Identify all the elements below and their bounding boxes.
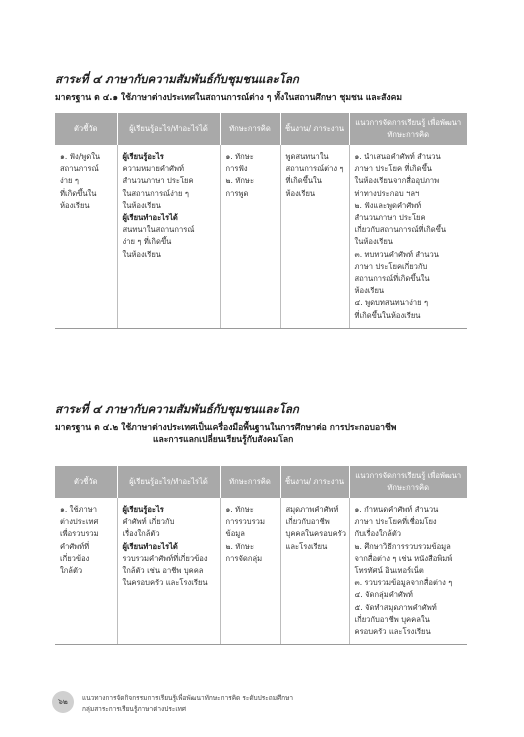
cell-line: สมุดภาพคำศัพท์ [285, 505, 339, 514]
cell-line: ท่าทางประกอบ ฯลฯ [354, 188, 420, 198]
table-row [55, 498, 467, 645]
cell-line: ในห้องเรียน [122, 200, 161, 210]
cell-line: ในห้องเรียนจากสื่ออุปภาพ [354, 176, 440, 186]
page-number: ๖๒ [52, 691, 74, 713]
cell-subheading: ผู้เรียนทำอะไรได้ [122, 213, 178, 223]
cell-line: ภาษา ประโยคเกี่ยวกับ [354, 261, 428, 271]
table-row [55, 145, 467, 328]
header-learner-outcome: ผู้เรียนรู้อะไร/ทำอะไรได้ [117, 466, 220, 498]
cell-line: ๔. จัดกลุ่มคำศัพท์ [354, 590, 413, 600]
header-indicator: ตัวชี้วัด [55, 113, 117, 145]
footer-book-title: แนวทางการจัดกิจกรรมการเรียนรู้เพื่อพัฒนาทักษะการคิด ระดับประถมศึกษา [82, 694, 293, 702]
cell-line: การจัดกลุ่ม [225, 553, 263, 563]
cell-line: ความหมายคำศัพท์ [122, 164, 185, 174]
cell-indicator [55, 498, 117, 645]
cell-line: เกี่ยวข้อง [60, 553, 90, 563]
cell-line: ห้องเรียน [60, 200, 90, 210]
standard-line: มาตรฐาน ต ๔.๒ ใช้ภาษาต่างประเทศเป็นเครื่องมือพื้นฐานในการศึกษาต่อ การประกอบอาชีพ [55, 423, 397, 433]
cell-line: ๔. พูดบทสนทนาง่าย ๆ [354, 298, 429, 308]
cell-line: เกี่ยวกับอาชีพ บุคคลใน [354, 614, 430, 624]
cell-learner-outcome [117, 145, 220, 328]
cell-line: ที่เกิดขึ้นในห้องเรียน [354, 310, 421, 320]
cell-line: ๑. ทักษะ [225, 505, 254, 514]
cell-thinking-skill [220, 145, 280, 328]
header-indicator: ตัวชี้วัด [55, 466, 117, 498]
cell-line: สถานการณ์ต่าง ๆ [285, 164, 344, 174]
standard-heading: มาตรฐาน ต ๔.๑ ใช้ภาษาต่างประเทศในสถานการณ์ต่าง ๆ ทั้งในสถานศึกษา ชุมชน และสังคม [55, 93, 402, 103]
header-teaching-approach: แนวการจัดการเรียนรู้ เพื่อพัฒนาทักษะการคิด [349, 113, 467, 145]
cell-line: ข้อมูล [225, 529, 245, 539]
cell-line: ๒. ทักษะ [225, 541, 255, 551]
cell-line: คำศัพท์ที่ [60, 541, 90, 551]
cell-line: สถานการณ์ที่เกิดขึ้นใน [354, 274, 430, 284]
cell-learner-outcome [117, 498, 220, 645]
header-thinking-skill: ทักษะการคิด [220, 466, 280, 498]
section-title: สาระที่ ๔ ภาษากับความสัมพันธ์กับชุมชนและโลก [55, 72, 299, 86]
cell-line: เกี่ยวกับสถานการณ์ที่เกิดขึ้น [354, 225, 447, 235]
cell-line: จากสื่อต่าง ๆ เช่น หนังสือพิมพ์ [354, 553, 453, 563]
cell-line: ในครอบครัว และโรงเรียน [122, 578, 208, 588]
cell-subheading: ผู้เรียนทำอะไรได้ [122, 541, 178, 551]
cell-line: ใกล้ตัว [60, 566, 83, 576]
cell-line: ๑. ทักษะ [225, 152, 254, 161]
cell-line: พูดสนทนาใน [285, 152, 329, 161]
cell-line: ที่เกิดขึ้นใน [285, 176, 322, 186]
cell-line: ห้องเรียน [285, 188, 316, 198]
section-title: สาระที่ ๔ ภาษากับความสัมพันธ์กับชุมชนและโลก [55, 402, 299, 416]
cell-line: ๓. รวบรวมข้อมูลจากสื่อต่าง ๆ [354, 578, 453, 588]
header-workpiece: ชิ้นงาน/ ภาระงาน [280, 466, 349, 498]
cell-line: ๑. นำเสนอคำศัพท์ สำนวน [354, 152, 441, 161]
cell-subheading: ผู้เรียนรู้อะไร [122, 505, 164, 514]
cell-line: ๑. ฟัง/พูดใน [60, 152, 101, 161]
cell-line: คำศัพท์ เกี่ยวกับ [122, 517, 175, 527]
cell-line: ๑. กำหนดคำศัพท์ สำนวน [354, 505, 439, 514]
cell-line: สถานการณ์ [60, 164, 99, 174]
cell-thinking-skill [220, 498, 280, 645]
cell-line: ในสถานการณ์ง่าย ๆ [122, 188, 189, 198]
cell-line: สำนวนภาษา ประโยค [122, 176, 194, 186]
cell-line: สำนวนภาษา ประโยค [354, 213, 426, 223]
cell-line: ในห้องเรียน [354, 237, 393, 247]
cell-line: ๒. ฟังและพูดคำศัพท์ [354, 200, 422, 210]
cell-line: สนทนาในสถานการณ์ [122, 225, 195, 235]
cell-line: ต่างประเทศ [60, 517, 99, 527]
cell-teaching-approach [349, 145, 467, 328]
footer-subject-group: กลุ่มสาระการเรียนรู้ภาษาต่างประเทศ [82, 705, 186, 713]
cell-line: ๒. ศึกษาวิธีการรวบรวมข้อมูล [354, 541, 451, 551]
cell-line: กับเรื่องใกล้ตัว [354, 529, 402, 539]
cell-line: ครอบครัว และโรงเรียน [354, 627, 431, 637]
cell-line: ง่าย ๆ [60, 176, 79, 186]
table-header-row [55, 466, 467, 498]
cell-line: ที่เกิดขึ้นใน [60, 188, 97, 198]
header-thinking-skill: ทักษะการคิด [220, 113, 280, 145]
header-workpiece: ชิ้นงาน/ ภาระงาน [280, 113, 349, 145]
learning-table-2 [55, 466, 467, 645]
cell-line: ภาษา ประโยคที่เชื่อมโยง [354, 517, 437, 527]
cell-line: และโรงเรียน [285, 541, 328, 551]
cell-line: ในห้องเรียน [122, 249, 161, 259]
cell-line: รวบรวมคำศัพท์ที่เกี่ยวข้อง [122, 553, 208, 563]
cell-line: ใกล้ตัว เช่น อาชีพ บุคคล [122, 566, 204, 576]
cell-line: ๕. จัดทำสมุดภาพคำศัพท์ [354, 602, 437, 612]
cell-workpiece [280, 498, 349, 645]
cell-teaching-approach [349, 498, 467, 645]
cell-line: บุคคลในครอบครัว [285, 529, 346, 539]
cell-line: ๒. ทักษะ [225, 176, 255, 186]
cell-line: ง่าย ๆ ที่เกิดขึ้น [122, 237, 172, 247]
cell-workpiece [280, 145, 349, 328]
cell-line: เกี่ยวกับอาชีพ [285, 517, 330, 527]
cell-line: การฟัง [225, 164, 248, 174]
cell-line: ภาษา ประโยค ที่เกิดขึ้น [354, 164, 432, 174]
cell-line: ห้องเรียน [354, 286, 385, 296]
cell-line: ๓. ทบทวนคำศัพท์ สำนวน [354, 249, 439, 259]
learning-table-1 [55, 113, 467, 329]
header-teaching-approach: แนวการจัดการเรียนรู้ เพื่อพัฒนาทักษะการคิด [349, 466, 467, 498]
standard-line: และการแลกเปลี่ยนเรียนรู้กับสังคมโลก [153, 435, 294, 445]
table-header-row [55, 113, 467, 145]
cell-line: การพูด [225, 188, 249, 198]
header-learner-outcome: ผู้เรียนรู้อะไร/ทำอะไรได้ [117, 113, 220, 145]
cell-indicator [55, 145, 117, 328]
standard-heading [55, 422, 396, 446]
cell-line: ๑. ใช้ภาษา [60, 505, 98, 514]
cell-line: โทรทัศน์ อินเทอร์เน็ต [354, 566, 424, 576]
cell-line: เรื่องใกล้ตัว [122, 529, 160, 539]
cell-line: การรวบรวม [225, 517, 265, 527]
cell-line: เพื่อรวบรวม [60, 529, 99, 539]
cell-subheading: ผู้เรียนรู้อะไร [122, 152, 164, 161]
